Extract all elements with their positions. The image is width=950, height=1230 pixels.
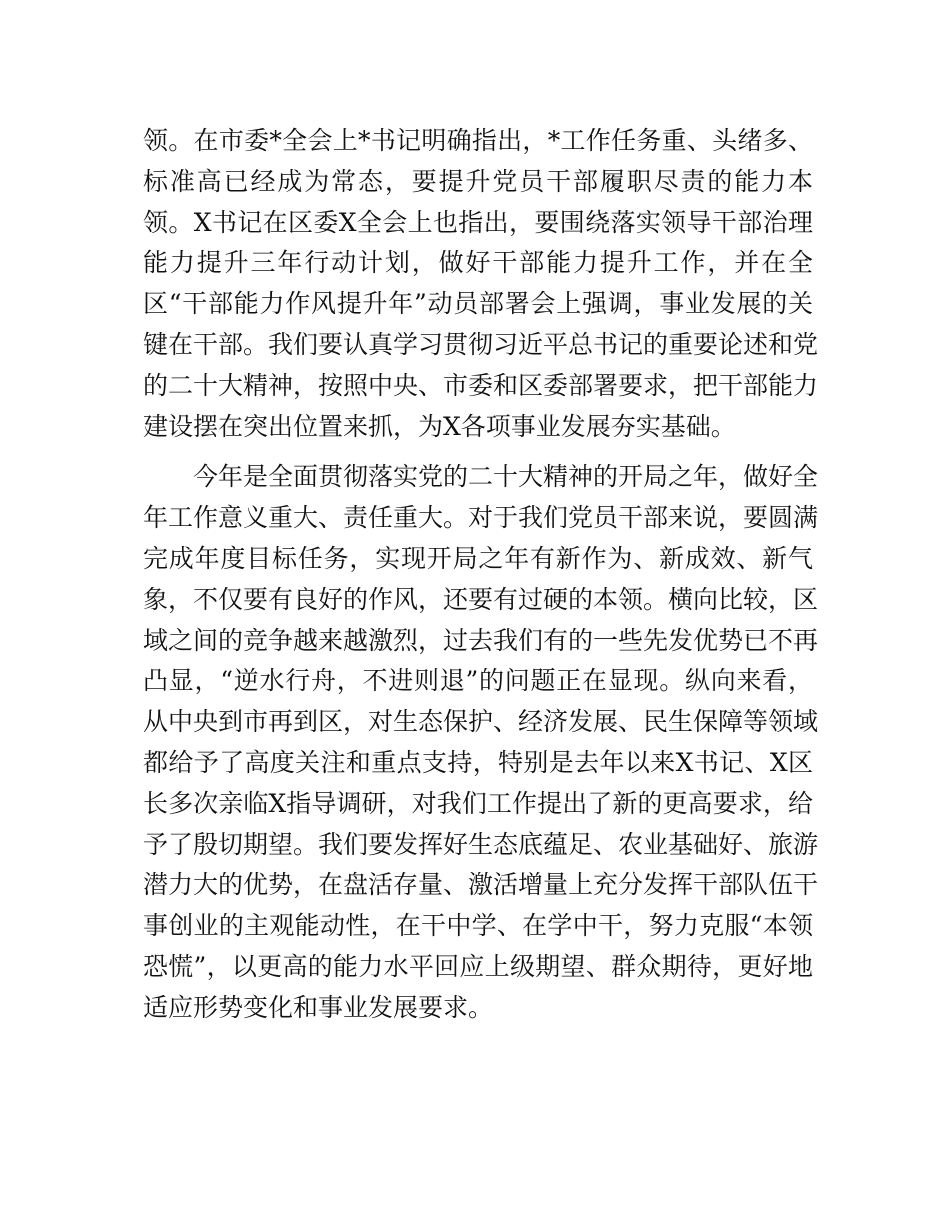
text-line: 领。X书记在区委X全会上也指出，要围绕落实领导干部治理	[143, 207, 813, 237]
text-line: 年工作意义重大、责任重大。对于我们党员干部来说，要圆满	[143, 503, 819, 533]
text-line: 予了殷切期望。我们要发挥好生态底蕴足、农业基础好、旅游	[143, 829, 819, 859]
text-line: 事创业的主观能动性，在干中学、在学中干，努力克服“本领	[143, 911, 813, 941]
text-line: 建设摆在突出位置来抓，为X各项事业发展夯实基础。	[143, 411, 736, 441]
text-line: 区“干部能力作风提升年”动员部署会上强调，事业发展的关	[143, 289, 813, 319]
paragraph-1	[143, 121, 819, 447]
text-line: 从中央到市再到区，对生态保护、经济发展、民生保障等领域	[143, 707, 819, 737]
text-line: 凸显，“逆水行舟，不进则退”的问题正在显现。纵向来看，	[143, 666, 813, 696]
text-line: 长多次亲临X指导调研，对我们工作提出了新的更高要求，给	[143, 788, 813, 818]
text-line: 适应形势变化和事业发展要求。	[143, 992, 494, 1022]
text-line: 键在干部。我们要认真学习贯彻习近平总书记的重要论述和党	[143, 329, 819, 359]
text-line: 领。在市委*全会上*书记明确指出，*工作任务重、头绪多、	[143, 126, 813, 155]
document-body	[143, 121, 819, 1029]
text-line: 完成年度目标任务，实现开局之年有新作为、新成效、新气	[143, 543, 813, 573]
text-line: 标准高已经成为常态，要提升党员干部履职尽责的能力本	[143, 166, 813, 196]
text-line: 象，不仅要有良好的作风，还要有过硬的本领。横向比较，区	[143, 584, 819, 614]
text-line: 域之间的竞争越来越激烈，过去我们有的一些先发优势已不再	[143, 625, 819, 655]
paragraph-2	[143, 457, 819, 1028]
text-line: 今年是全面贯彻落实党的二十大精神的开局之年，做好全	[143, 462, 819, 492]
text-line: 能力提升三年行动计划，做好干部能力提升工作，并在全	[143, 248, 813, 278]
text-line: 的二十大精神，按照中央、市委和区委部署要求，把干部能力	[143, 370, 819, 400]
text-line: 都给予了高度关注和重点支持，特别是去年以来X书记、X区	[143, 747, 813, 777]
text-line: 潜力大的优势，在盘活存量、激活增量上充分发挥干部队伍干	[143, 870, 819, 900]
text-line: 恐慌”，以更高的能力水平回应上级期望、群众期待，更好地	[143, 951, 813, 981]
